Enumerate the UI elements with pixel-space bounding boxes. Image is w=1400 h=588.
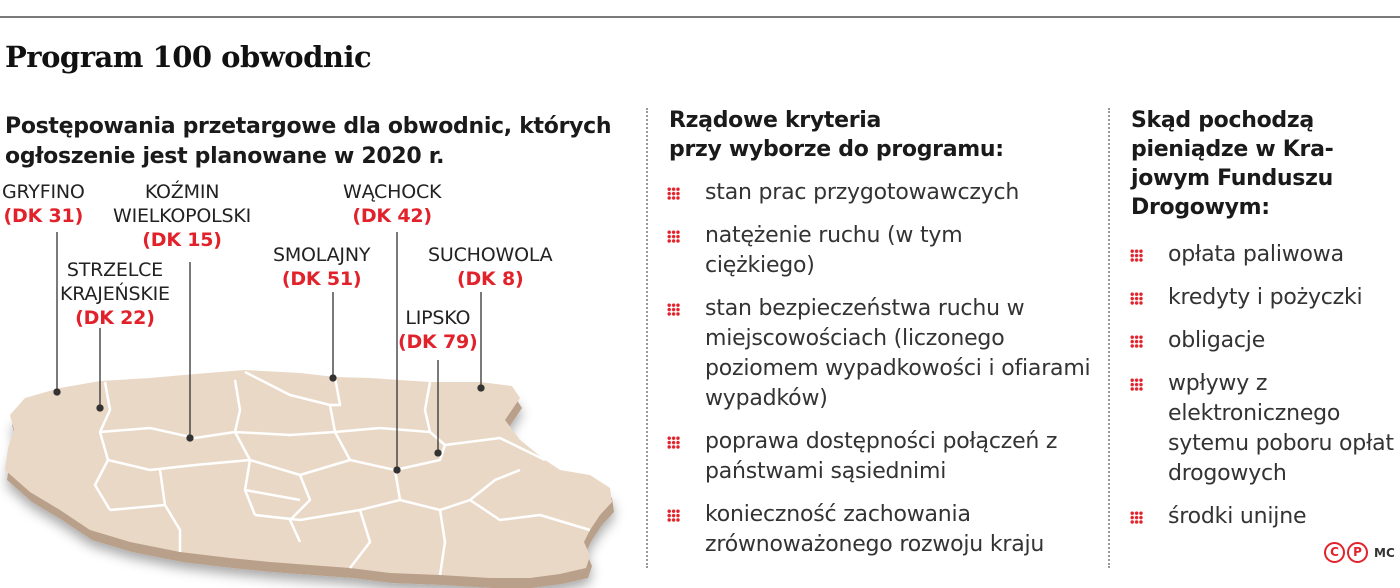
divider-right [1108,108,1110,568]
poland-map [0,170,640,588]
city-name: WĄCHOCK [343,181,442,203]
road-number: (DK 51) [281,268,362,290]
list-item [667,427,1105,487]
city-name: SUCHOWOLA [428,244,553,266]
list-item [667,500,1125,560]
funding-text: kredyty i pożyczki [1168,285,1363,310]
point-strzelce [97,405,103,411]
funding-list [1130,240,1392,532]
list-item [667,178,1097,208]
city-name: KOŹMIN [144,181,220,203]
city-label-kozmin [113,180,251,252]
grid-bullet-icon [1130,292,1143,305]
list-item [1130,502,1392,532]
criteria-text: konieczność zachowania zrównoważonego rozwoju kraju [705,502,1045,557]
list-item [1130,240,1392,270]
city-name: KRAJEŃSKIE [60,283,170,305]
credit [1324,542,1395,563]
city-name: LIPSKO [405,307,471,329]
criteria-text: stan prac przygotowawczych [705,180,1020,205]
road-number: (DK 15) [142,229,222,251]
funding-text: opłata paliwowa [1168,242,1344,267]
funding-heading-line: Skąd pochodzą [1131,108,1314,133]
divider-left [646,108,648,568]
criteria-list [667,178,1097,560]
grid-bullet-icon [1130,249,1143,262]
city-label-suchowola [428,243,552,291]
funding-text: wpływy z elektronicznego sytemu poboru opłat drogowych [1168,371,1394,486]
list-item [1130,283,1392,313]
road-number: (DK 31) [3,205,84,227]
road-number: (DK 42) [352,205,432,227]
list-item [1130,326,1392,356]
city-name: SMOLAJNY [273,244,371,266]
grid-bullet-icon [667,230,680,243]
city-label-gryfino [2,180,85,228]
photo-credit-icon: P [1347,542,1368,563]
grid-bullet-icon [667,436,680,449]
funding-text: środki unijne [1168,504,1307,529]
grid-bullet-icon [667,509,680,522]
city-label-wachock [343,180,441,228]
funding-heading-line: pieniądze w Kra- [1131,137,1334,162]
grid-bullet-icon [667,187,680,200]
point-lipsko [435,450,441,456]
grid-bullet-icon [1130,378,1143,391]
top-rule [0,16,1400,18]
map-area [0,170,640,588]
criteria-heading-line: Rządowe kryteria [669,108,882,133]
city-name: WIELKOPOLSKI [113,205,252,227]
point-gryfino [54,389,60,395]
road-number: (DK 8) [456,268,524,290]
point-smolajny [330,375,336,381]
list-item [1130,369,1398,489]
city-label-lipsko [398,306,478,354]
page-title: Program 100 obwodnic [5,40,372,74]
city-name: GRYFINO [2,181,85,203]
criteria-text: natężenie ruchu (w tym ciężkiego) [705,223,963,278]
city-label-smolajny [273,243,370,291]
funding-heading-line: jowym Funduszu [1131,166,1333,191]
city-name: STRZELCE [66,259,163,281]
grid-bullet-icon [667,303,680,316]
copyright-icon: C [1324,542,1345,563]
point-kozmin [187,435,193,441]
list-item [667,221,985,281]
criteria-text: poprawa dostępności połączeń z państwami sąsiednimi [705,429,1058,484]
author-initials: MC [1374,545,1395,560]
grid-bullet-icon [1130,511,1143,524]
map-surface [5,370,612,578]
road-number: (DK 79) [398,331,478,353]
point-wachock [394,467,400,473]
grid-bullet-icon [1130,335,1143,348]
criteria-heading-line: przy wyborze do programu: [669,137,1004,162]
funding-heading [1131,106,1391,222]
point-suchowola [478,385,484,391]
criteria-text: stan bezpieczeństwa ruchu w miejscowościach (liczonego poziomem wypadkowości i ofiarami wypadków) [705,296,1091,411]
funding-heading-line: Drogowym: [1131,195,1270,220]
funding-text: obligacje [1168,328,1266,353]
city-label-strzelce [60,258,170,330]
list-item [667,294,1105,414]
road-number: (DK 22) [75,307,155,329]
map-heading: Postępowania przetargowe dla obwodnic, których ogłoszenie jest planowane w 2020 r. [5,114,612,169]
criteria-heading [669,106,1089,164]
